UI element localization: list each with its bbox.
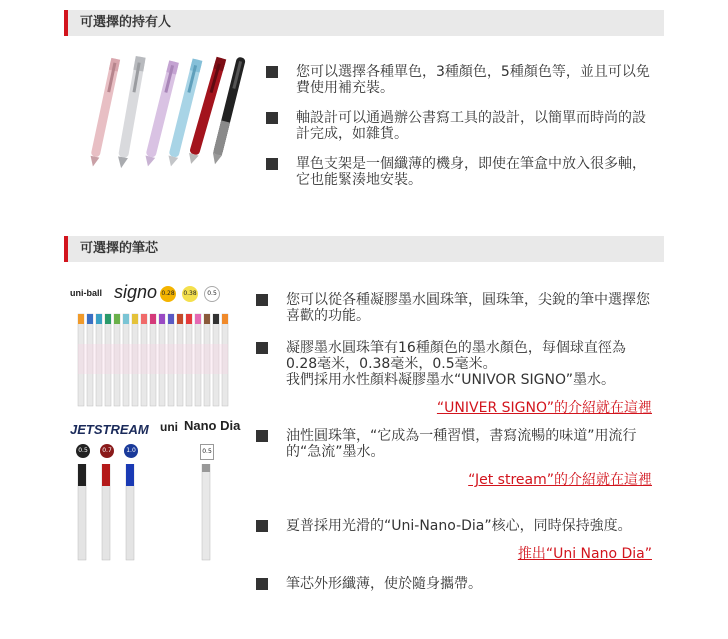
list-item: [266, 110, 656, 142]
pens-illustration: [76, 52, 248, 176]
jet-stream-link[interactable]: “Jet stream”的介紹就在這裡: [468, 472, 652, 488]
list-item-text: 油性圓珠筆，“它成為一種習慣，書寫流暢的味道”用流行的“急流”墨水。: [286, 428, 637, 460]
section-header-refills: [64, 236, 664, 262]
list-item-text: 筆芯外形纖薄，使於隨身攜帶。: [286, 576, 482, 592]
bullet-icon: [256, 520, 268, 532]
refills-list: [256, 292, 652, 592]
section-title: 可選擇的持有人: [80, 15, 172, 30]
list-item: [256, 576, 652, 592]
list-item-text: 我們採用水性顏料凝膠墨水“UNIVOR SIGNO”墨水。: [286, 372, 615, 388]
jetstream-name: JETSTREAM: [70, 422, 149, 437]
nanodia-name: Nano Dia: [184, 418, 241, 433]
list-item-text: 單色支架是一個纖薄的機身，即使在筆盒中放入很多軸，它也能緊湊地安裝。: [296, 156, 646, 188]
bullet-icon: [266, 112, 278, 124]
size-badge: 0.38: [182, 286, 198, 302]
size-badge: 0.28: [160, 286, 176, 302]
bullet-icon: [256, 342, 268, 354]
signo-refills-image: [70, 284, 242, 412]
bullet-icon: [256, 430, 268, 442]
list-item: [256, 340, 652, 428]
list-item: [266, 156, 656, 188]
bullet-icon: [256, 578, 268, 590]
list-item-text: 您可以從各種凝膠墨水圓珠筆，圓珠筆，尖銳的筆中選擇您喜歡的功能。: [286, 292, 650, 324]
univer-signo-link[interactable]: “UNIVER SIGNO”的介紹就在這裡: [436, 400, 652, 416]
list-item-text: 夏普採用光滑的“Uni-Nano-Dia”核心，同時保持強度。: [286, 518, 632, 534]
jetstream-refills-illustration: [70, 464, 160, 564]
list-item-text: 您可以選擇各種單色，3種顏色，5種顏色等，並且可以免費使用補充裝。: [296, 64, 650, 96]
list-item: [256, 518, 652, 576]
size-badge: 0.5: [204, 286, 220, 302]
holder-pens-image: [76, 52, 248, 176]
section-title: 可選擇的筆芯: [80, 241, 159, 256]
list-item-text: 凝膠墨水圓珠筆有16種顏色的墨水顏色，每個球直徑為0.28毫米，0.38毫米，0.5毫米。: [286, 340, 626, 372]
size-badge: 1.0: [124, 444, 138, 458]
size-badge: 0.7: [100, 444, 114, 458]
nano-dia-link[interactable]: 推出“Uni Nano Dia”: [517, 546, 652, 562]
bullet-icon: [266, 66, 278, 78]
list-item: [256, 428, 652, 518]
bullet-icon: [256, 294, 268, 306]
nanodia-refill-illustration: [160, 464, 244, 564]
holders-list: [266, 64, 656, 188]
nanodia-brand: uni: [160, 420, 178, 434]
size-badge: 0.5: [200, 444, 214, 460]
list-item-text: 軸設計可以通過辦公書寫工具的設計，以簡單而時尚的設計完成，如雜貨。: [296, 110, 646, 142]
signo-refills-illustration: [70, 310, 242, 410]
signo-name: signo: [114, 282, 158, 302]
section-header-holders: [64, 10, 664, 36]
nanodia-refill-image: [160, 418, 244, 568]
signo-brand: uni-ball: [70, 288, 102, 298]
list-item: [266, 64, 656, 96]
list-item: [256, 292, 652, 340]
size-badge: 0.5: [76, 444, 90, 458]
jetstream-refills-image: [70, 418, 160, 568]
bullet-icon: [266, 158, 278, 170]
